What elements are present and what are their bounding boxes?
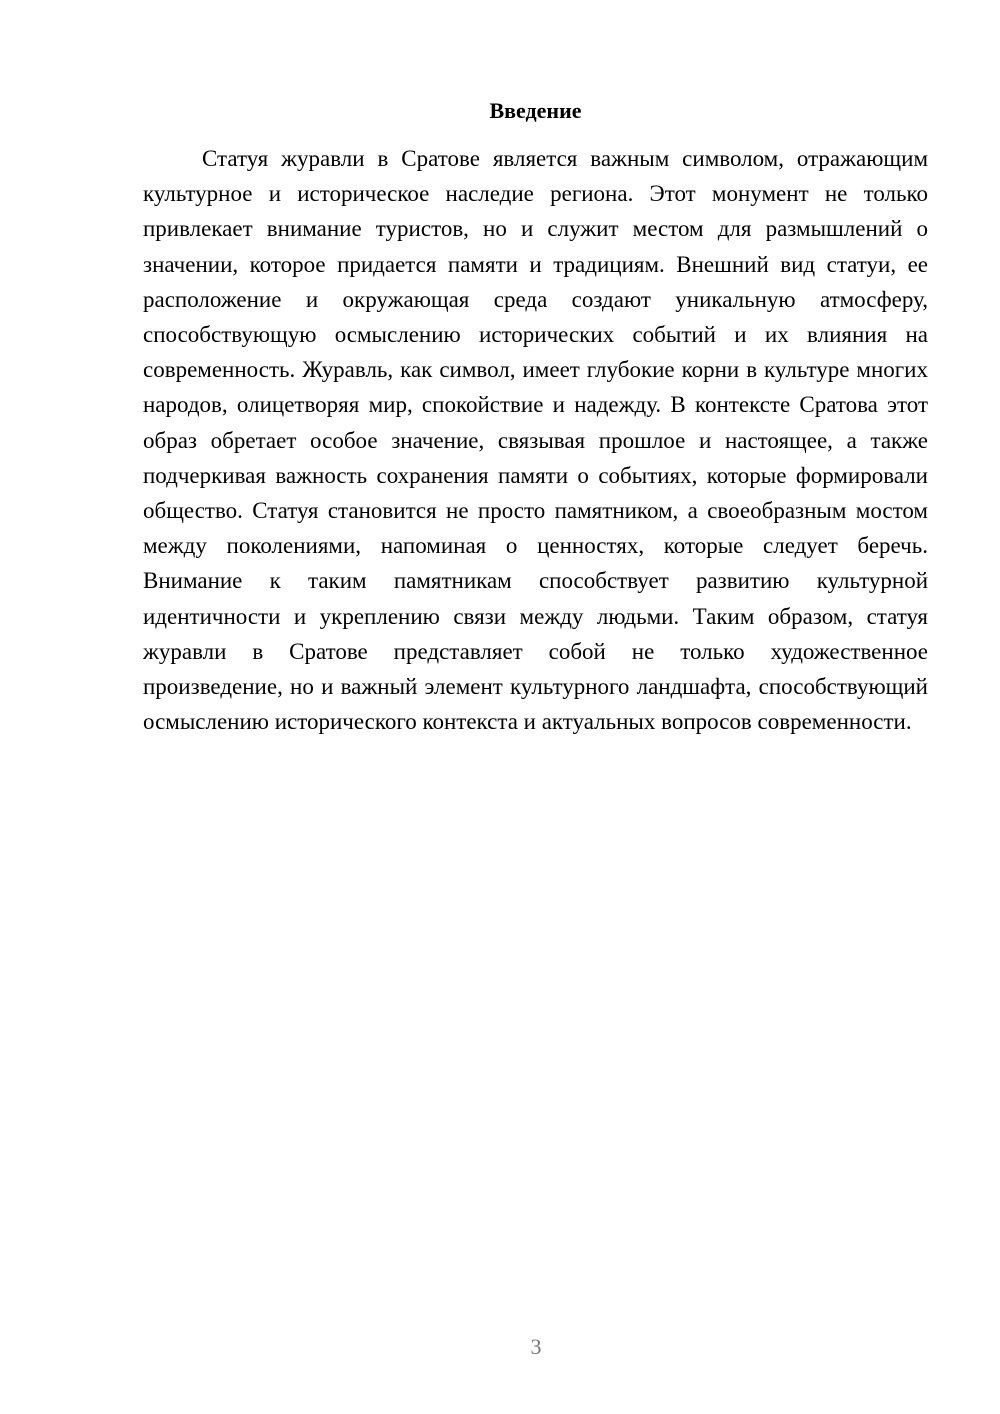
section-heading: Введение (489, 98, 582, 123)
page-number: 3 (530, 1334, 542, 1359)
body-paragraph: Статуя журавли в Сратове является важным символом, отражающим культурное и историческое наследие региона. Этот монумент не только привлекает внимание туристов, но и служит местом для размышлений о значении, которое придается памяти и традициям. Внешний вид статуи, ее расположение и окружающая среда создают уникальную атмосферу, способствующую осмыслению исторических событий и их влияния на современность. Журавль, как символ, имеет глубокие корни в культуре многих народов, олицетворяя мир, спокойствие и надежду. В контексте Сратова этот образ обретает особое значение, связывая прошлое и настоящее, а также подчеркивая важность сохранения памяти о событиях, которые формировали общество. Статуя становится не просто памятником, а своеобразным мостом между поколениями, напоминая о ценностях, которые следует беречь. Внимание к таким памятникам способствует развитию культурной идентичности и укреплению связи между людьми. Таким образом, статуя журавли в Сратове представляет собой не только художественное произведение, но и важный элемент культурного ландшафта, способствующий осмыслению исторического контекста и актуальных вопросов современности. (143, 146, 928, 735)
